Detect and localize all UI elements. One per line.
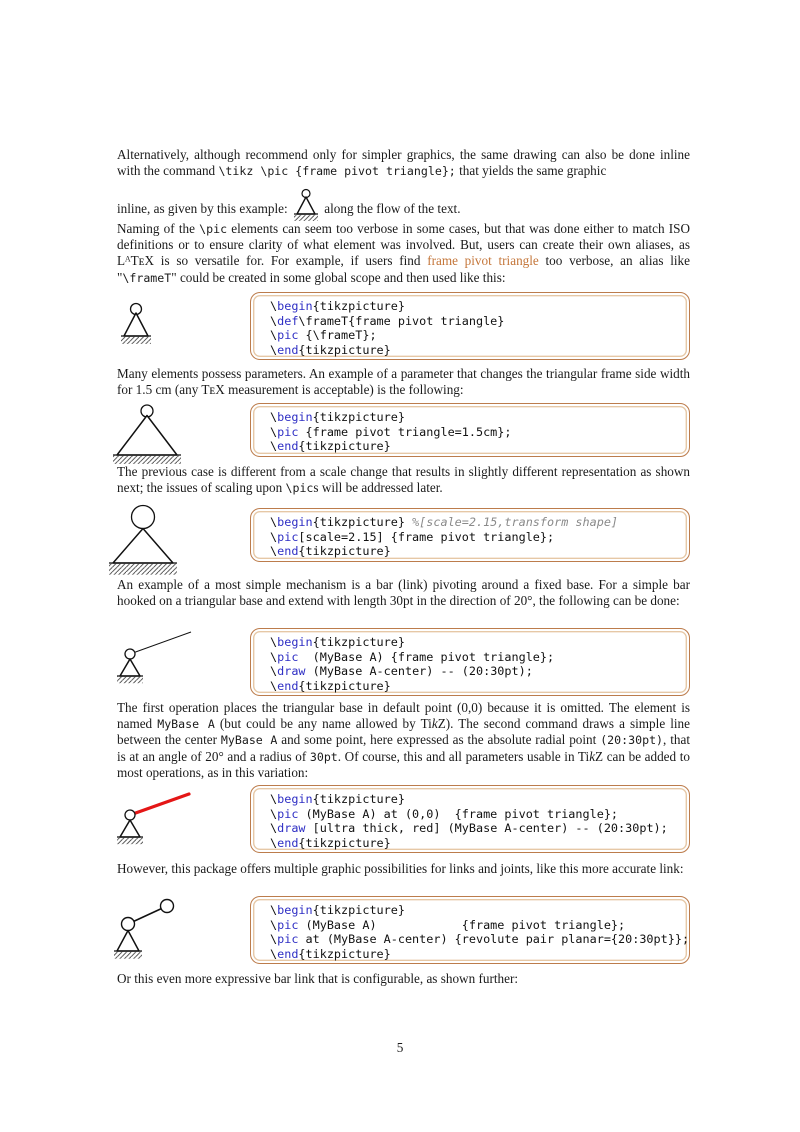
code-line: \end{tikzpicture} <box>270 835 391 850</box>
code-block-frameT-alias <box>250 292 690 360</box>
paragraph-inline-example-line <box>117 188 690 222</box>
paragraph-scale-change: The previous case is different from a scale change that results in slightly different representation as shown next; the issues of scaling upon \pics will be addressed later. <box>117 464 690 496</box>
code-line: \end{tikzpicture} <box>270 544 391 559</box>
code-block-parameter-1-5cm <box>250 403 690 457</box>
code-line: \end{tikzpicture} <box>270 439 391 454</box>
code-line: \pic {\frameT}; <box>270 328 377 343</box>
code-block-revolute-pair-planar <box>250 896 690 964</box>
code-line: \begin{tikzpicture} <box>270 635 405 649</box>
code-line: \begin{tikzpicture} %[scale=2.15,transform shape] <box>270 515 619 529</box>
code-line: \pic {frame pivot triangle=1.5cm}; <box>270 424 512 439</box>
code-line: \pic (MyBase A) {frame pivot triangle}; <box>270 917 626 932</box>
frame-pivot-triangle-default-figure <box>116 300 156 350</box>
code-line: \pic at (MyBase A-center) {revolute pair planar={20:30pt}}; <box>270 932 690 947</box>
page-number: 5 <box>396 1040 404 1055</box>
code-line: \pic (MyBase A) at (0,0) {frame pivot triangle}; <box>270 806 619 821</box>
code-line: \begin{tikzpicture} <box>270 903 405 917</box>
paragraph-naming-pic-elements: Naming of the \pic elements can seem too verbose in some cases, but that was done either to match ISO definitions or to ensure clarity of what element was involved. But, users can create their own aliases, as LᴬTᴇX is so versatile for. For example, if users find frame pivot triangle too verbose, an alias like "\frameT" could be created in some global scope and then used like this: <box>117 221 690 285</box>
frame-pivot-triangle-1-5cm-figure <box>108 402 186 466</box>
frame-pivot-triangle-scale-2-15-figure <box>103 503 183 577</box>
inline-example-text-pre: inline, as given by this example: <box>117 201 291 216</box>
code-line: \end{tikzpicture} <box>270 678 391 693</box>
paragraph-configurable-bar-link: Or this even more expressive bar link that is configurable, as shown further: <box>117 971 519 986</box>
code-block-bar-link <box>250 628 690 696</box>
paragraph-intro-inline-command: Alternatively, although recommend only for simpler graphics, the same drawing can also be done inline with the command \tikz \pic {frame pivot triangle}; that yields the same graphic <box>117 147 690 179</box>
code-line: \begin{tikzpicture} <box>270 792 405 806</box>
red-link-line <box>130 794 189 815</box>
pivot-with-revolute-pair-figure <box>108 897 192 971</box>
code-line: \begin{tikzpicture} <box>270 410 405 424</box>
paragraph-parameters: Many elements possess parameters. An example of a parameter that changes the triangular frame side width for 1.5 cm (any TᴇX measurement is acceptable) is the following: <box>117 366 690 398</box>
code-block-scale-2-15 <box>250 508 690 562</box>
paragraph-links-and-joints: However, this package offers multiple graphic possibilities for links and joints, like this more accurate link: <box>117 861 684 876</box>
frame-pivot-triangle-inline-figure <box>291 188 321 222</box>
code-line: \pic[scale=2.15] {frame pivot triangle}; <box>270 529 555 544</box>
code-line: \draw [ultra thick, red] (MyBase A-center) -- (20:30pt); <box>270 821 668 836</box>
code-line: \def\frameT{frame pivot triangle} <box>270 313 505 328</box>
code-line: \end{tikzpicture} <box>270 946 391 961</box>
code-line: \end{tikzpicture} <box>270 342 391 357</box>
inline-example-text-post: along the flow of the text. <box>320 201 461 216</box>
pivot-with-bar-link-figure <box>113 630 197 690</box>
code-line: \draw (MyBase A-center) -- (20:30pt); <box>270 664 533 679</box>
paragraph-simple-mechanism: An example of a most simple mechanism is a bar (link) pivoting around a fixed base. For a simple bar hooked on a triangular base and extend with length 30pt in the direction of 20°, the following can be done: <box>117 577 690 609</box>
paragraph-first-operation: The first operation places the triangular base in default point (0,0) because it is omitted. The element is named MyBase A (but could be any name allowed by TikZ). The second command draws a simple line between the center MyBase A and some point, here expressed as the absolute radial point (20:30pt), that is at an angle of 20° and a radius of 30pt. Of course, this and all parameters usable in TikZ can be added to most operations, as in this variation: <box>117 700 691 780</box>
pivot-with-red-bar-link-figure <box>113 789 197 851</box>
code-line: \pic (MyBase A) {frame pivot triangle}; <box>270 649 555 664</box>
code-block-ultra-thick-red <box>250 785 690 853</box>
code-line: \begin{tikzpicture} <box>270 299 405 313</box>
